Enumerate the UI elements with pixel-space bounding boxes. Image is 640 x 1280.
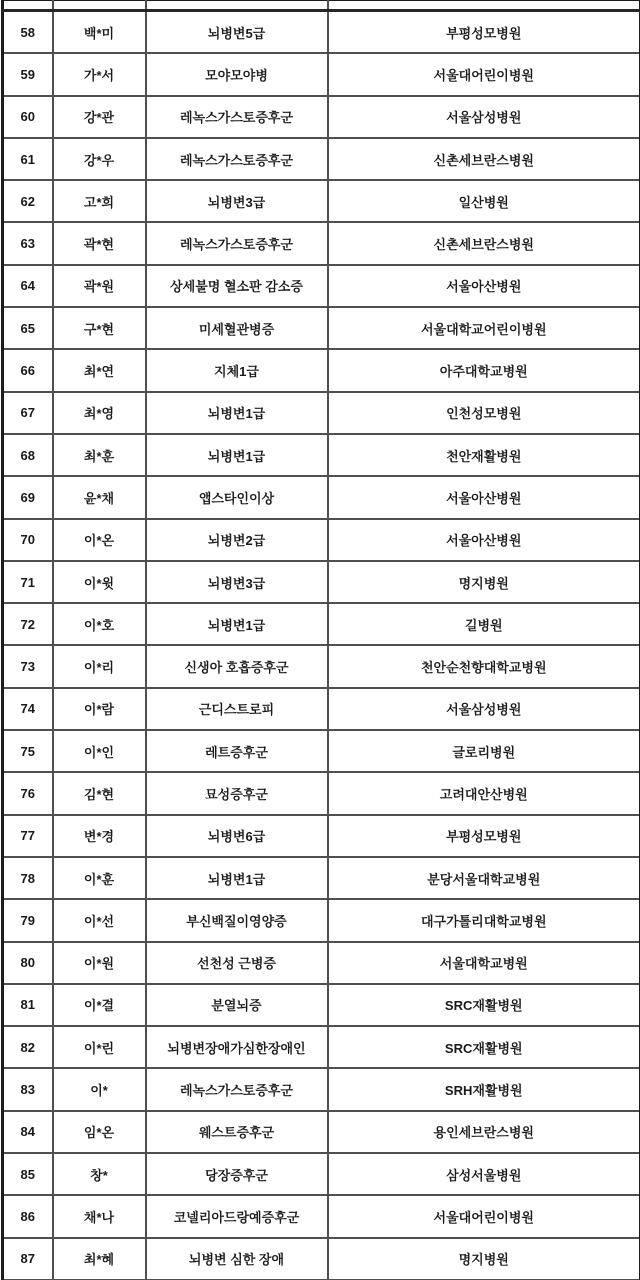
hospital-cell: 삼성서울병원: [328, 1153, 640, 1195]
diagnosis-cell: 뇌병변3급: [146, 561, 328, 603]
diagnosis-cell: 당장증후군: [146, 1153, 328, 1195]
hospital-cell: 명지병원: [328, 561, 640, 603]
patient-name-cell: 곽*원: [53, 265, 146, 307]
table-row: [3, 434, 640, 476]
patient-name-cell: 이*온: [53, 519, 146, 561]
hospital-cell: 서울아산병원: [328, 265, 640, 307]
patient-name-cell: [53, 1, 146, 11]
row-number-cell: 80: [3, 942, 53, 984]
hospital-cell: 부평성모병원: [328, 815, 640, 857]
diagnosis-cell: 분열뇌증: [146, 984, 328, 1026]
diagnosis-cell: 뇌병변1급: [146, 434, 328, 476]
patient-name-cell: 고*희: [53, 180, 146, 222]
table-row: [3, 96, 640, 138]
hospital-cell: 신촌세브란스병원: [328, 222, 640, 264]
table-row-partial-top: [3, 1, 640, 11]
table-row: [3, 1068, 640, 1110]
row-number-cell: 77: [3, 815, 53, 857]
patient-name-cell: 최*혜: [53, 1238, 146, 1280]
table-row: [3, 476, 640, 518]
patient-name-cell: 임*온: [53, 1111, 146, 1153]
hospital-cell: 서울대학교어린이병원: [328, 307, 640, 349]
hospital-cell: 천안재활병원: [328, 434, 640, 476]
row-number-cell: 87: [3, 1238, 53, 1280]
patient-name-cell: 가*서: [53, 53, 146, 95]
row-number-cell: 62: [3, 180, 53, 222]
row-number-cell: 74: [3, 688, 53, 730]
table-row: [3, 603, 640, 645]
diagnosis-cell: 뇌병변1급: [146, 392, 328, 434]
patient-name-cell: 김*현: [53, 772, 146, 814]
diagnosis-cell: 뇌병변3급: [146, 180, 328, 222]
diagnosis-cell: 레녹스가스토증후군: [146, 1068, 328, 1110]
table-row: [3, 392, 640, 434]
hospital-cell: 서울삼성병원: [328, 688, 640, 730]
table-row: [3, 899, 640, 941]
diagnosis-cell: [146, 1, 328, 11]
diagnosis-cell: 선천성 근병증: [146, 942, 328, 984]
row-number-cell: 69: [3, 476, 53, 518]
hospital-cell: 서울아산병원: [328, 519, 640, 561]
hospital-cell: 서울대어린이병원: [328, 1195, 640, 1237]
diagnosis-cell: 뇌병변2급: [146, 519, 328, 561]
diagnosis-cell: 미세혈관병증: [146, 307, 328, 349]
hospital-cell: 길병원: [328, 603, 640, 645]
table-row: [3, 815, 640, 857]
diagnosis-cell: 레녹스가스토증후군: [146, 222, 328, 264]
patient-name-cell: 이*윗: [53, 561, 146, 603]
row-number-cell: 73: [3, 645, 53, 687]
patient-name-cell: 최*연: [53, 349, 146, 391]
row-number-cell: 81: [3, 984, 53, 1026]
row-number-cell: 63: [3, 222, 53, 264]
diagnosis-cell: 뇌병변5급: [146, 11, 328, 54]
hospital-cell: 서울대학교병원: [328, 942, 640, 984]
patient-name-cell: 이*: [53, 1068, 146, 1110]
row-number-cell: 65: [3, 307, 53, 349]
diagnosis-cell: 뇌병변장애가심한장애인: [146, 1026, 328, 1068]
row-number-cell: 66: [3, 349, 53, 391]
row-number-cell: 67: [3, 392, 53, 434]
table-row: [3, 11, 640, 54]
hospital-cell: 글로리병원: [328, 730, 640, 772]
diagnosis-cell: 지체1급: [146, 349, 328, 391]
row-number-cell: 86: [3, 1195, 53, 1237]
hospital-cell: SRC재활병원: [328, 1026, 640, 1068]
row-number-cell: 83: [3, 1068, 53, 1110]
table-body: [3, 1, 640, 1280]
diagnosis-cell: 앱스타인이상: [146, 476, 328, 518]
table-row: [3, 349, 640, 391]
row-number-cell: 70: [3, 519, 53, 561]
patient-name-cell: 최*영: [53, 392, 146, 434]
table-row: [3, 1153, 640, 1195]
patient-name-cell: 구*현: [53, 307, 146, 349]
table-row: [3, 265, 640, 307]
table-row: [3, 1111, 640, 1153]
patient-name-cell: 이*선: [53, 899, 146, 941]
patient-name-cell: 최*훈: [53, 434, 146, 476]
patient-name-cell: 이*린: [53, 1026, 146, 1068]
row-number-cell: 60: [3, 96, 53, 138]
diagnosis-cell: 신생아 호흡증후군: [146, 645, 328, 687]
diagnosis-cell: 레트증후군: [146, 730, 328, 772]
hospital-cell: 인천성모병원: [328, 392, 640, 434]
patient-name-cell: 강*우: [53, 138, 146, 180]
hospital-cell: 서울아산병원: [328, 476, 640, 518]
row-number-cell: 68: [3, 434, 53, 476]
table-row: [3, 53, 640, 95]
row-number-cell: 75: [3, 730, 53, 772]
hospital-cell: 부평성모병원: [328, 11, 640, 54]
patient-name-cell: 윤*채: [53, 476, 146, 518]
diagnosis-cell: 뇌병변1급: [146, 857, 328, 899]
row-number-cell: 72: [3, 603, 53, 645]
hospital-cell: SRH재활병원: [328, 1068, 640, 1110]
hospital-cell: 명지병원: [328, 1238, 640, 1280]
diagnosis-cell: 묘성증후군: [146, 772, 328, 814]
hospital-cell: [328, 1, 640, 11]
row-number-cell: 76: [3, 772, 53, 814]
table-row: [3, 307, 640, 349]
patient-name-cell: 곽*현: [53, 222, 146, 264]
hospital-cell: SRC재활병원: [328, 984, 640, 1026]
patient-name-cell: 강*관: [53, 96, 146, 138]
patient-name-cell: 창*: [53, 1153, 146, 1195]
row-number-cell: 58: [3, 11, 53, 54]
diagnosis-cell: 레녹스가스토증후군: [146, 138, 328, 180]
diagnosis-cell: 뇌병변 심한 장애: [146, 1238, 328, 1280]
diagnosis-cell: 뇌병변6급: [146, 815, 328, 857]
table-row: [3, 519, 640, 561]
patient-table: [1, 0, 640, 1280]
hospital-cell: 대구가톨리대학교병원: [328, 899, 640, 941]
patient-name-cell: 이*인: [53, 730, 146, 772]
table-row: [3, 1195, 640, 1237]
hospital-cell: 신촌세브란스병원: [328, 138, 640, 180]
table-row: [3, 984, 640, 1026]
diagnosis-cell: 부신백질이영양증: [146, 899, 328, 941]
row-number-cell: [3, 1, 53, 11]
row-number-cell: 64: [3, 265, 53, 307]
table-row: [3, 857, 640, 899]
hospital-cell: 천안순천향대학교병원: [328, 645, 640, 687]
patient-name-cell: 이*결: [53, 984, 146, 1026]
table-row: [3, 561, 640, 603]
row-number-cell: 85: [3, 1153, 53, 1195]
row-number-cell: 82: [3, 1026, 53, 1068]
diagnosis-cell: 레녹스가스토증후군: [146, 96, 328, 138]
patient-name-cell: 이*람: [53, 688, 146, 730]
hospital-cell: 분당서울대학교병원: [328, 857, 640, 899]
diagnosis-cell: 근디스트로피: [146, 688, 328, 730]
hospital-cell: 서울삼성병원: [328, 96, 640, 138]
table-row: [3, 688, 640, 730]
patient-name-cell: 채*나: [53, 1195, 146, 1237]
table-row: [3, 730, 640, 772]
table-row: [3, 645, 640, 687]
diagnosis-cell: 웨스트증후군: [146, 1111, 328, 1153]
patient-name-cell: 백*미: [53, 11, 146, 54]
table-row: [3, 180, 640, 222]
hospital-cell: 고려대안산병원: [328, 772, 640, 814]
patient-name-cell: 이*훈: [53, 857, 146, 899]
patient-name-cell: 이*원: [53, 942, 146, 984]
row-number-cell: 79: [3, 899, 53, 941]
table-row: [3, 1238, 640, 1280]
row-number-cell: 84: [3, 1111, 53, 1153]
row-number-cell: 71: [3, 561, 53, 603]
diagnosis-cell: 상세불명 혈소판 감소증: [146, 265, 328, 307]
table-row: [3, 138, 640, 180]
table-row: [3, 1026, 640, 1068]
patient-name-cell: 변*경: [53, 815, 146, 857]
row-number-cell: 78: [3, 857, 53, 899]
hospital-cell: 아주대학교병원: [328, 349, 640, 391]
diagnosis-cell: 코넬리아드랑예증후군: [146, 1195, 328, 1237]
hospital-cell: 서울대어린이병원: [328, 53, 640, 95]
patient-name-cell: 이*호: [53, 603, 146, 645]
hospital-cell: 용인세브란스병원: [328, 1111, 640, 1153]
hospital-cell: 일산병원: [328, 180, 640, 222]
row-number-cell: 61: [3, 138, 53, 180]
table-row: [3, 942, 640, 984]
diagnosis-cell: 뇌병변1급: [146, 603, 328, 645]
table-row: [3, 772, 640, 814]
patient-name-cell: 이*리: [53, 645, 146, 687]
row-number-cell: 59: [3, 53, 53, 95]
table-row: [3, 222, 640, 264]
diagnosis-cell: 모야모야병: [146, 53, 328, 95]
